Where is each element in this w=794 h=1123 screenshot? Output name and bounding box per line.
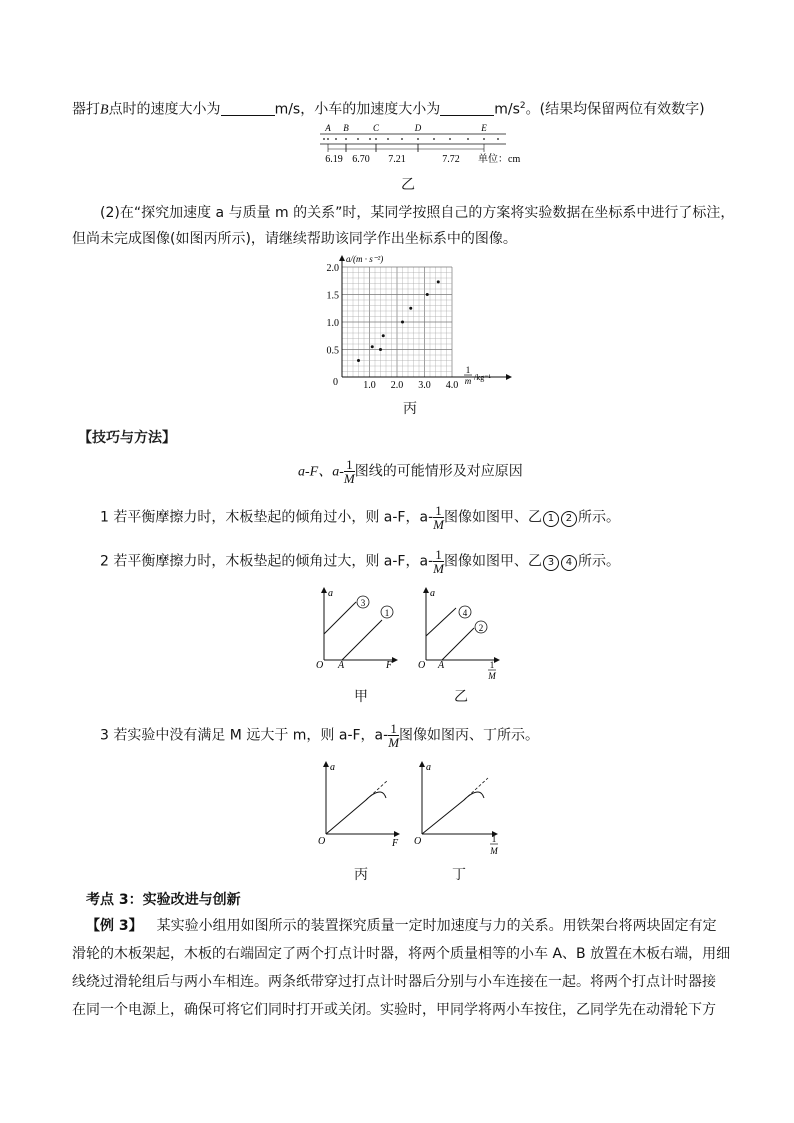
tape-dot [401, 138, 403, 140]
tape-dot [357, 138, 359, 140]
svg-text:M: M [488, 671, 496, 681]
scatter-chart [316, 252, 516, 392]
svg-text:M: M [490, 846, 498, 856]
circled-number: 4 [561, 555, 577, 571]
tape-dot [449, 138, 451, 140]
example3-line3: 线绕过滑轮组后与两小车相连。两条纸带穿过打点计时器后分别与小车连接在一起。将两个打点计时器接 [72, 974, 716, 990]
chart-caption: 丙 [403, 401, 417, 417]
data-point [371, 345, 374, 348]
tape-point-label: C [372, 123, 380, 133]
svg-text:1: 1 [384, 608, 390, 618]
tape-dots [323, 138, 499, 140]
data-point [409, 307, 412, 310]
tape-point-labels [324, 123, 487, 133]
tape-point-label: B [343, 123, 349, 133]
methods-item1: 1 若平衡摩擦力时，木板垫起的倾角过小，则 a-F，a- $\frac{1}{M}$ 图像如图甲、乙 1 2 所示。 [100, 503, 620, 532]
text-fragment: 器打 [72, 101, 100, 118]
svg-text:O: O [316, 660, 324, 671]
top-line [72, 96, 705, 121]
text-fragment: 点时的速度大小为 [108, 101, 221, 118]
svg-text:O: O [414, 836, 422, 847]
graph-jia-caption: 甲 [354, 689, 368, 705]
tape-dot [327, 138, 329, 140]
example-label: 【例 3】 [86, 918, 143, 934]
svg-text:F: F [392, 838, 399, 849]
svg-text:a: a [330, 762, 335, 773]
data-point [401, 321, 404, 324]
tape-dot [483, 138, 485, 140]
text-fragment: m/s，小车的加速度大小为 [274, 101, 441, 118]
svg-text:4: 4 [462, 608, 468, 618]
x-tick-label: 4.0 [445, 380, 459, 391]
svg-text:O: O [318, 836, 326, 847]
svg-text:A: A [338, 660, 345, 671]
line-2 [442, 628, 474, 660]
graph-yi-caption: 乙 [454, 689, 468, 705]
tape-distance-label: 7.72 [442, 154, 460, 165]
graph-ding-caption: 丁 [452, 867, 466, 883]
svg-text:O: O [418, 660, 426, 671]
y-axis-label: a/(m · s⁻²) [346, 254, 384, 264]
tape-dot [375, 138, 377, 140]
circled-number: 2 [561, 511, 577, 527]
x-tick-label: 3.0 [418, 380, 431, 391]
answer-blank-1[interactable] [221, 101, 275, 116]
data-point [382, 334, 385, 337]
example3-line1: 【例 3】 某实验小组用如图所示的装置探究质量一定时加速度与力的关系。用铁架台将两块固定有定 [86, 918, 717, 934]
tape-dot [387, 138, 389, 140]
unit-superscript: 2 [519, 101, 526, 111]
tape-distance-label: 6.19 [325, 154, 343, 165]
line-3 [324, 602, 356, 634]
fraction-1-over-M: $\frac{1}{M}$ [433, 547, 444, 576]
para2-line2: 但尚未完成图像(如图丙所示)，请继续帮助该同学作出坐标系中的图像。 [72, 231, 517, 247]
data-point [379, 348, 382, 351]
x-tick-labels [363, 380, 458, 391]
circled-number: 1 [543, 511, 559, 527]
y-tick-label: 2.0 [326, 263, 339, 274]
graph-bing-caption: 丙 [354, 867, 368, 883]
svg-text:a: a [430, 588, 435, 599]
methods-item3: 3 若实验中没有满足 M 远大于 m，则 a-F，a- $\frac{1}{M}$ 图像如图丙、丁所示。 [100, 721, 540, 750]
tape-point-label: E [481, 123, 487, 133]
graph-jia [316, 584, 400, 670]
y-tick-label: 1.0 [326, 318, 339, 329]
tape-dot [467, 138, 469, 140]
circled-number: 3 [543, 555, 559, 571]
svg-text:A: A [438, 660, 445, 671]
tape-distance-label: 6.70 [352, 154, 370, 165]
svg-text:1: 1 [491, 834, 497, 844]
data-point [357, 359, 360, 362]
section3-title: 考点 3：实验改进与创新 [86, 892, 241, 908]
svg-text:/kg⁻¹: /kg⁻¹ [474, 373, 491, 382]
methods-heading: 【技巧与方法】 [78, 430, 176, 446]
methods-item2: 2 若平衡摩擦力时，木板垫起的倾角过大，则 a-F，a- $\frac{1}{M}$ 图像如图甲、乙 3 4 所示。 [100, 547, 620, 576]
para2-line1: (2)在“探究加速度 a 与质量 m 的关系”时，某同学按照自己的方案将实验数据在坐标系中进行了标注， [100, 205, 735, 221]
x-tick-label: 1.0 [363, 380, 376, 391]
svg-text:a: a [328, 588, 333, 599]
graph-yi [418, 584, 502, 680]
y-tick-label: 1.5 [326, 290, 339, 302]
tape-dot [369, 138, 371, 140]
unit-text: m/s [494, 101, 520, 118]
tape-point-label: A [325, 123, 331, 133]
svg-text:1: 1 [465, 365, 471, 375]
answer-blank-2[interactable] [440, 101, 494, 116]
svg-text:3: 3 [360, 598, 366, 608]
tape-dot [497, 138, 499, 140]
tape-dot [345, 138, 347, 140]
data-point [426, 293, 429, 296]
tape-dimensions [325, 144, 484, 165]
tape-point-label: D [414, 123, 422, 133]
origin-label: 0 [333, 377, 338, 388]
svg-text:F: F [386, 660, 393, 671]
svg-text:2: 2 [478, 623, 484, 633]
fraction-1-over-M: $\frac{1}{M}$ [388, 721, 400, 750]
graph-ding [412, 758, 504, 858]
tape-dot [323, 138, 325, 140]
svg-text:a: a [426, 762, 431, 773]
text-fragment: 。(结果均保留两位有效数字) [525, 101, 705, 118]
line-1 [342, 620, 382, 660]
graph-bing [316, 758, 406, 848]
y-tick-label: 0.5 [326, 345, 339, 357]
y-tick-labels [327, 263, 340, 357]
x-tick-label: 2.0 [390, 380, 404, 391]
svg-text:m: m [464, 376, 472, 386]
line-4 [426, 608, 456, 636]
tape-dot [417, 138, 419, 140]
x-axis-label [464, 365, 491, 386]
bent-curve [326, 792, 386, 834]
data-point [437, 280, 440, 283]
tape-dot [433, 138, 435, 140]
tape-caption: 乙 [401, 177, 415, 193]
example3-line2: 滑轮的木板架起，木板的右端固定了两个打点计时器，将两个质量相等的小车 A、B 放置在木板右端，用细 [72, 946, 731, 962]
bent-curve [422, 792, 484, 834]
fraction-1-over-M: $\frac{1}{M}$ [433, 503, 444, 532]
methods-subtitle: a-F、a- $\frac{1}{M}$ 图线的可能情形及对应原因 [298, 457, 523, 486]
chart-axes [339, 255, 512, 380]
fraction-1-over-M: $\frac{1}{M}$ [343, 457, 355, 486]
point-b-label: B [100, 102, 109, 118]
tape-dot [335, 138, 337, 140]
tape-distance-label: 7.21 [388, 154, 406, 165]
example3-line4: 在同一个电源上，确保可将它们同时打开或关闭。实验时，甲同学将两小车按住，乙同学先在动滑轮下方 [72, 1002, 716, 1018]
svg-text:1: 1 [489, 660, 495, 670]
tape-body [320, 134, 506, 144]
tape-unit-note: 单位：cm [478, 154, 521, 165]
